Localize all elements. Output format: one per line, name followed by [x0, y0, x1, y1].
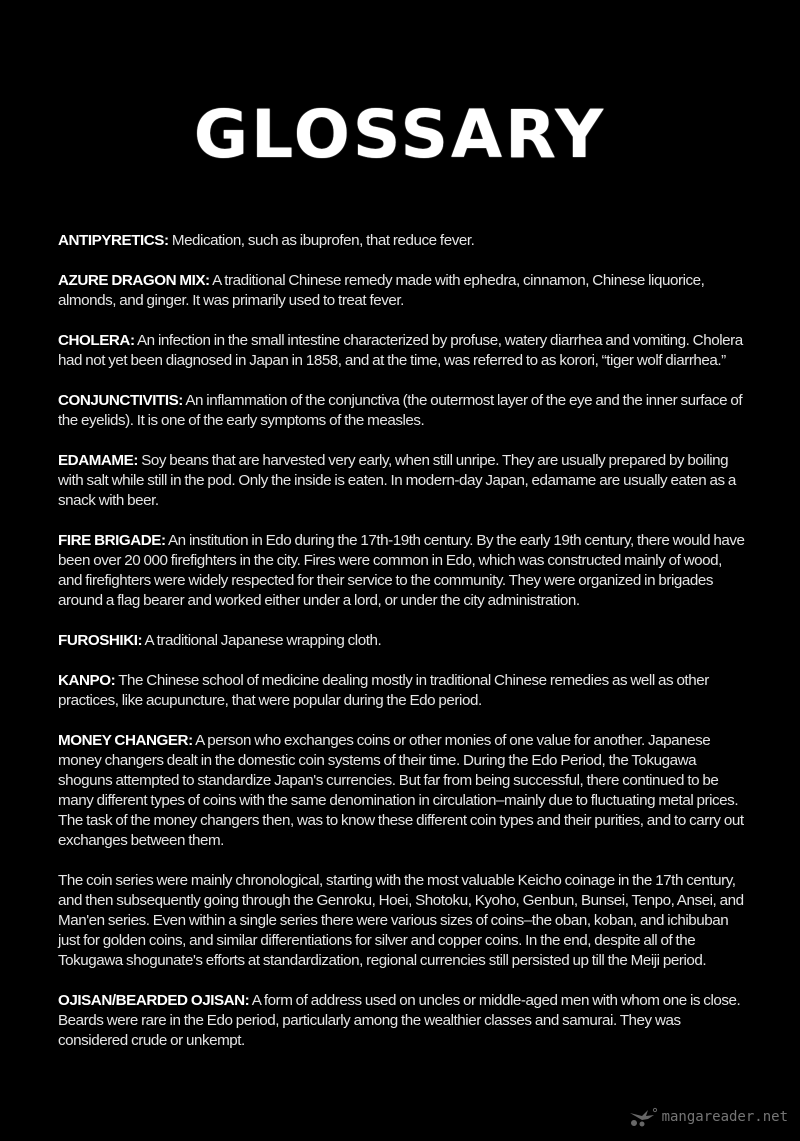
glossary-entry-cholera — [58, 331, 748, 371]
glossary-definition: A person who exchanges coins or other monies of one value for another. Japanese money changers dealt in the domestic coin systems of their time. During the Edo Period, the Tokugawa shoguns attempted to standardize Japan's currencies. But far from being successful, there continued to be many different types of coins with the same denomination in circulation–mainly due to fluctuating metal prices. The task of the money changers then, was to know these different coin types and their purities, and to carry out exchanges between them. — [58, 732, 744, 849]
glossary-entries — [58, 231, 748, 1071]
glossary-term: AZURE DRAGON MIX: — [58, 272, 210, 289]
glossary-term: MONEY CHANGER: — [58, 732, 193, 749]
glossary-entry-conjunctivitis — [58, 391, 748, 431]
glossary-definition: The Chinese school of medicine dealing mostly in traditional Chinese remedies as well as other practices, like acupuncture, that were popular during the Edo period. — [58, 672, 709, 709]
glossary-term: CONJUNCTIVITIS: — [58, 392, 183, 409]
watermark-text: mangareader.net — [661, 1109, 788, 1125]
glossary-term: OJISAN/BEARDED OJISAN: — [58, 992, 250, 1009]
glossary-entry-coin-series — [58, 871, 748, 971]
glossary-term: FIRE BRIGADE: — [58, 532, 166, 549]
glossary-entry-furoshiki — [58, 631, 748, 651]
glossary-entry-fire-brigade — [58, 531, 748, 611]
glossary-definition: An infection in the small intestine characterized by profuse, watery diarrhea and vomiting. Cholera had not yet been diagnosed in Japan in 1858, and at the time, was referred to as korori, “tiger wolf diarrhea.” — [58, 332, 743, 369]
glossary-entry-kanpo — [58, 671, 748, 711]
glossary-definition: A traditional Chinese remedy made with ephedra, cinnamon, Chinese liquorice, almonds, and ginger. It was primarily used to treat fever. — [58, 272, 705, 309]
glossary-definition: The coin series were mainly chronological, starting with the most valuable Keicho coinage in the 17th century, and then subsequently going through the Genroku, Hoei, Shotoku, Kyoho, Genbun, Bunsei, Tenpo, Ansei, and Man'en series. Even within a single series there were various sizes of coins–the oban, koban, and ichibuban just for golden coins, and similar differentiations for silver and copper coins. In the end, despite all of the Tokugawa shogunate's efforts at standardization, regional currencies still persisted up till the Meiji period. — [58, 872, 744, 969]
glossary-definition: Soy beans that are harvested very early, when still unripe. They are usually prepared by boiling with salt while still in the pod. Only the inside is eaten. In modern-day Japan, edamame are usually eaten as a snack with beer. — [58, 452, 736, 509]
glossary-definition: An institution in Edo during the 17th-19th century. By the early 19th century, there would have been over 20 000 firefighters in the city. Fires were common in Edo, which was constructed mainly of wood, and firefighters were widely respected for their service to the community. They were organized in brigades around a flag bearer and worked either under a lord, or under the city administration. — [58, 532, 745, 609]
glossary-term: EDAMAME: — [58, 452, 138, 469]
watermark — [628, 1107, 788, 1127]
mascot-logo-icon — [628, 1107, 658, 1127]
glossary-entry-edamame — [58, 451, 748, 511]
glossary-definition: An inflammation of the conjunctiva (the outermost layer of the eye and the inner surface of the eyelids). It is one of the early symptoms of the measles. — [58, 392, 743, 429]
glossary-entry-money-changer — [58, 731, 748, 851]
glossary-term: ANTIPYRETICS: — [58, 232, 169, 249]
glossary-definition: A traditional Japanese wrapping cloth. — [142, 632, 382, 649]
glossary-entry-ojisan — [58, 991, 748, 1051]
glossary-definition: Medication, such as ibuprofen, that reduce fever. — [168, 232, 475, 249]
glossary-definition: A form of address used on uncles or middle-aged men with whom one is close. Beards were rare in the Edo period, particularly among the wealthier classes and samurai. They was considered crude or unkempt. — [58, 992, 741, 1049]
page-title: GLOSSARY — [193, 96, 607, 173]
glossary-term: KANPO: — [58, 672, 116, 689]
glossary-term: CHOLERA: — [58, 332, 135, 349]
glossary-entry-antipyretics — [58, 231, 748, 251]
glossary-entry-azure-dragon-mix — [58, 271, 748, 311]
glossary-term: FUROSHIKI: — [58, 632, 143, 649]
